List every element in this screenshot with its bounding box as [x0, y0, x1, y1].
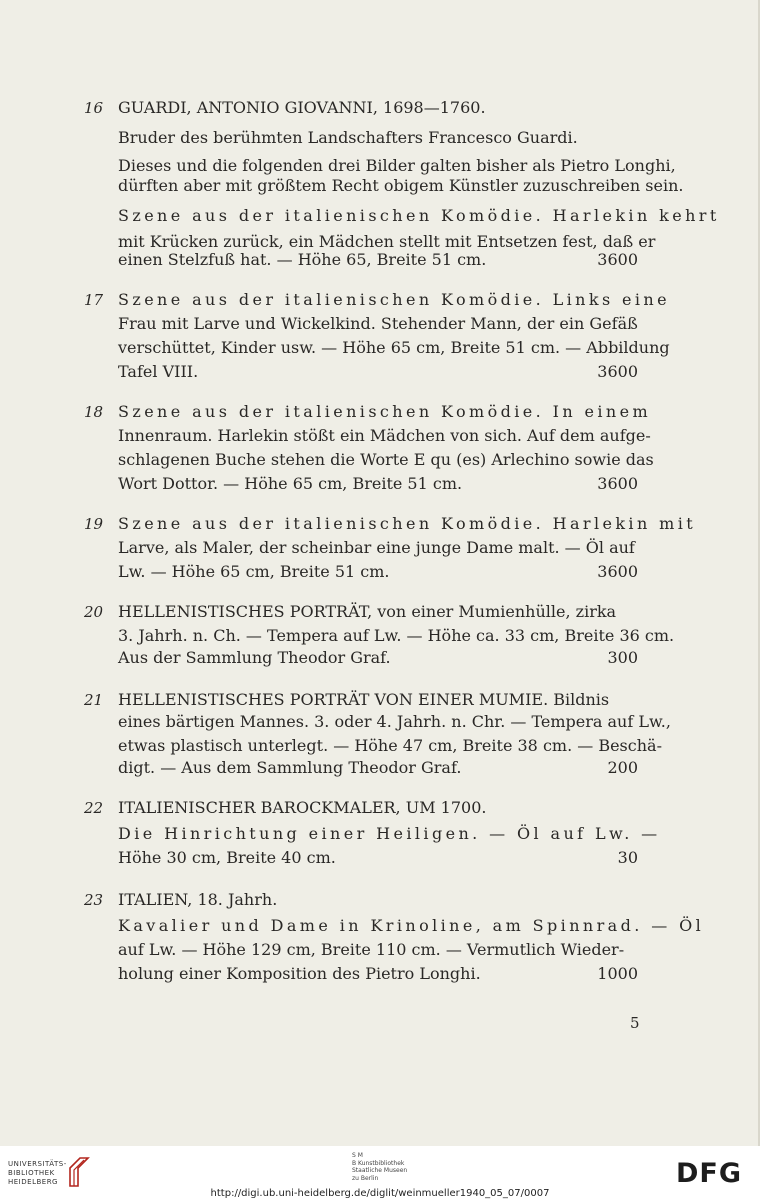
entry-line: Szene aus der italienischen Komödie. Links eine — [118, 290, 671, 309]
stamp-line: B Kunstbibliothek — [352, 1159, 405, 1167]
stamp-line: Staatliche Museen — [352, 1167, 408, 1174]
entry-line: Bruder des berühmten Landschafters Francesco Guardi. — [118, 128, 578, 147]
university-line: HEIDELBERG — [8, 1178, 58, 1186]
entry-line: Szene aus der italienischen Komödie. Harlekin mit — [118, 514, 697, 533]
entry-number: 22 — [84, 799, 104, 817]
university-logo-icon[interactable] — [66, 1156, 92, 1188]
entry-price: 3600 — [597, 562, 638, 581]
entry-line — [118, 250, 638, 270]
entry-price: 200 — [607, 758, 638, 777]
entry-line-text: einen Stelzfuß hat. — Höhe 65, Breite 51 cm. — [118, 250, 487, 269]
entry-line: HELLENISTISCHES PORTRÄT, von einer Mumienhülle, zirka — [118, 602, 617, 621]
entry-price: 300 — [607, 648, 638, 667]
entry-line-text: holung einer Komposition des Pietro Longhi. — [118, 964, 481, 983]
university-line: BIBLIOTHEK — [8, 1169, 55, 1177]
entry-line: 3. Jahrh. n. Ch. — Tempera auf Lw. — Höhe ca. 33 cm, Breite 36 cm. — [118, 626, 675, 645]
entry-line-text: Aus der Sammlung Theodor Graf. — [118, 648, 391, 667]
entry-price: 30 — [617, 848, 638, 867]
entry-heading: GUARDI, ANTONIO GIOVANNI, 1698—1760. — [118, 98, 486, 117]
entry-line: mit Krücken zurück, ein Mädchen stellt mit Entsetzen fest, daß er — [118, 232, 656, 251]
entry-line: Kavalier und Dame in Krinoline, am Spinnrad. — Öl — [118, 916, 705, 935]
entry-line: dürften aber mit größtem Recht obigem Künstler zuzuschreiben sein. — [118, 176, 684, 195]
entry-line: etwas plastisch unterlegt. — Höhe 47 cm, Breite 38 cm. — Beschä- — [118, 736, 662, 755]
entry-line — [118, 474, 638, 494]
entry-line: Szene aus der italienischen Komödie. In einem — [118, 402, 652, 421]
viewer-footer — [0, 1146, 760, 1202]
dfg-logo[interactable]: DFG — [676, 1158, 743, 1189]
entry-number: 17 — [84, 291, 104, 309]
page-number: 5 — [630, 1014, 640, 1032]
entry-line-text: Lw. — Höhe 65 cm, Breite 51 cm. — [118, 562, 390, 581]
entry-line-text: Wort Dottor. — Höhe 65 cm, Breite 51 cm. — [118, 474, 463, 493]
entry-line-text: digt. — Aus dem Sammlung Theodor Graf. — [118, 758, 462, 777]
entry-line: Dieses und die folgenden drei Bilder galten bisher als Pietro Longhi, — [118, 156, 676, 175]
source-url-link[interactable]: http://digi.ub.uni-heidelberg.de/diglit/weinmueller1940_05_07/0007 — [210, 1188, 550, 1199]
entry-line — [118, 758, 638, 778]
entry-line — [118, 964, 638, 984]
entry-number: 18 — [84, 403, 104, 421]
entry-line: HELLENISTISCHES PORTRÄT VON EINER MUMIE. Bildnis — [118, 690, 610, 709]
entry-number: 19 — [84, 515, 104, 533]
library-stamp — [352, 1152, 432, 1182]
entry-line: schlagenen Buche stehen die Worte E qu (es) Arlechino sowie das — [118, 450, 654, 469]
entry-line — [118, 648, 638, 668]
entry-number: 20 — [84, 603, 104, 621]
entry-line: eines bärtigen Mannes. 3. oder 4. Jahrh. n. Chr. — Tempera auf Lw., — [118, 712, 671, 731]
entry-line-text: Szene aus der italienischen Komödie. Harlekin kehrt — [118, 206, 720, 225]
entry-number: 16 — [84, 99, 104, 117]
university-line: UNIVERSITÄTS- — [8, 1160, 67, 1168]
entry-line-text: Tafel VIII. — [118, 362, 199, 381]
entry-line: Frau mit Larve und Wickelkind. Stehender Mann, der ein Gefäß — [118, 314, 638, 333]
entry-number: 21 — [84, 691, 104, 709]
entry-line — [118, 562, 638, 582]
entry-line: verschüttet, Kinder usw. — Höhe 65 cm, Breite 51 cm. — Abbildung — [118, 338, 670, 357]
stamp-line: zu Berlin — [352, 1174, 379, 1182]
entry-line — [118, 206, 720, 226]
entry-price: 3600 — [597, 474, 638, 493]
entry-line: Die Hinrichtung einer Heiligen. — Öl auf Lw. — — [118, 824, 661, 843]
entry-line: Innenraum. Harlekin stößt ein Mädchen von sich. Auf dem aufge- — [118, 426, 651, 445]
entry-line — [118, 848, 638, 868]
entry-price: 3600 — [597, 250, 638, 269]
entry-number: 23 — [84, 891, 104, 909]
entry-line-text: Höhe 30 cm, Breite 40 cm. — [118, 848, 336, 867]
entry-price: 3600 — [597, 362, 638, 381]
stamp-line: S M — [352, 1152, 363, 1159]
entry-line: Larve, als Maler, der scheinbar eine junge Dame malt. — Öl auf — [118, 538, 635, 557]
entry-line: auf Lw. — Höhe 129 cm, Breite 110 cm. — Vermutlich Wieder- — [118, 940, 625, 959]
university-label — [8, 1160, 67, 1187]
entry-line — [118, 362, 638, 382]
entry-line: ITALIENISCHER BAROCKMALER, UM 1700. — [118, 798, 487, 817]
entry-price: 1000 — [597, 964, 638, 983]
entry-line: ITALIEN, 18. Jahrh. — [118, 890, 278, 909]
